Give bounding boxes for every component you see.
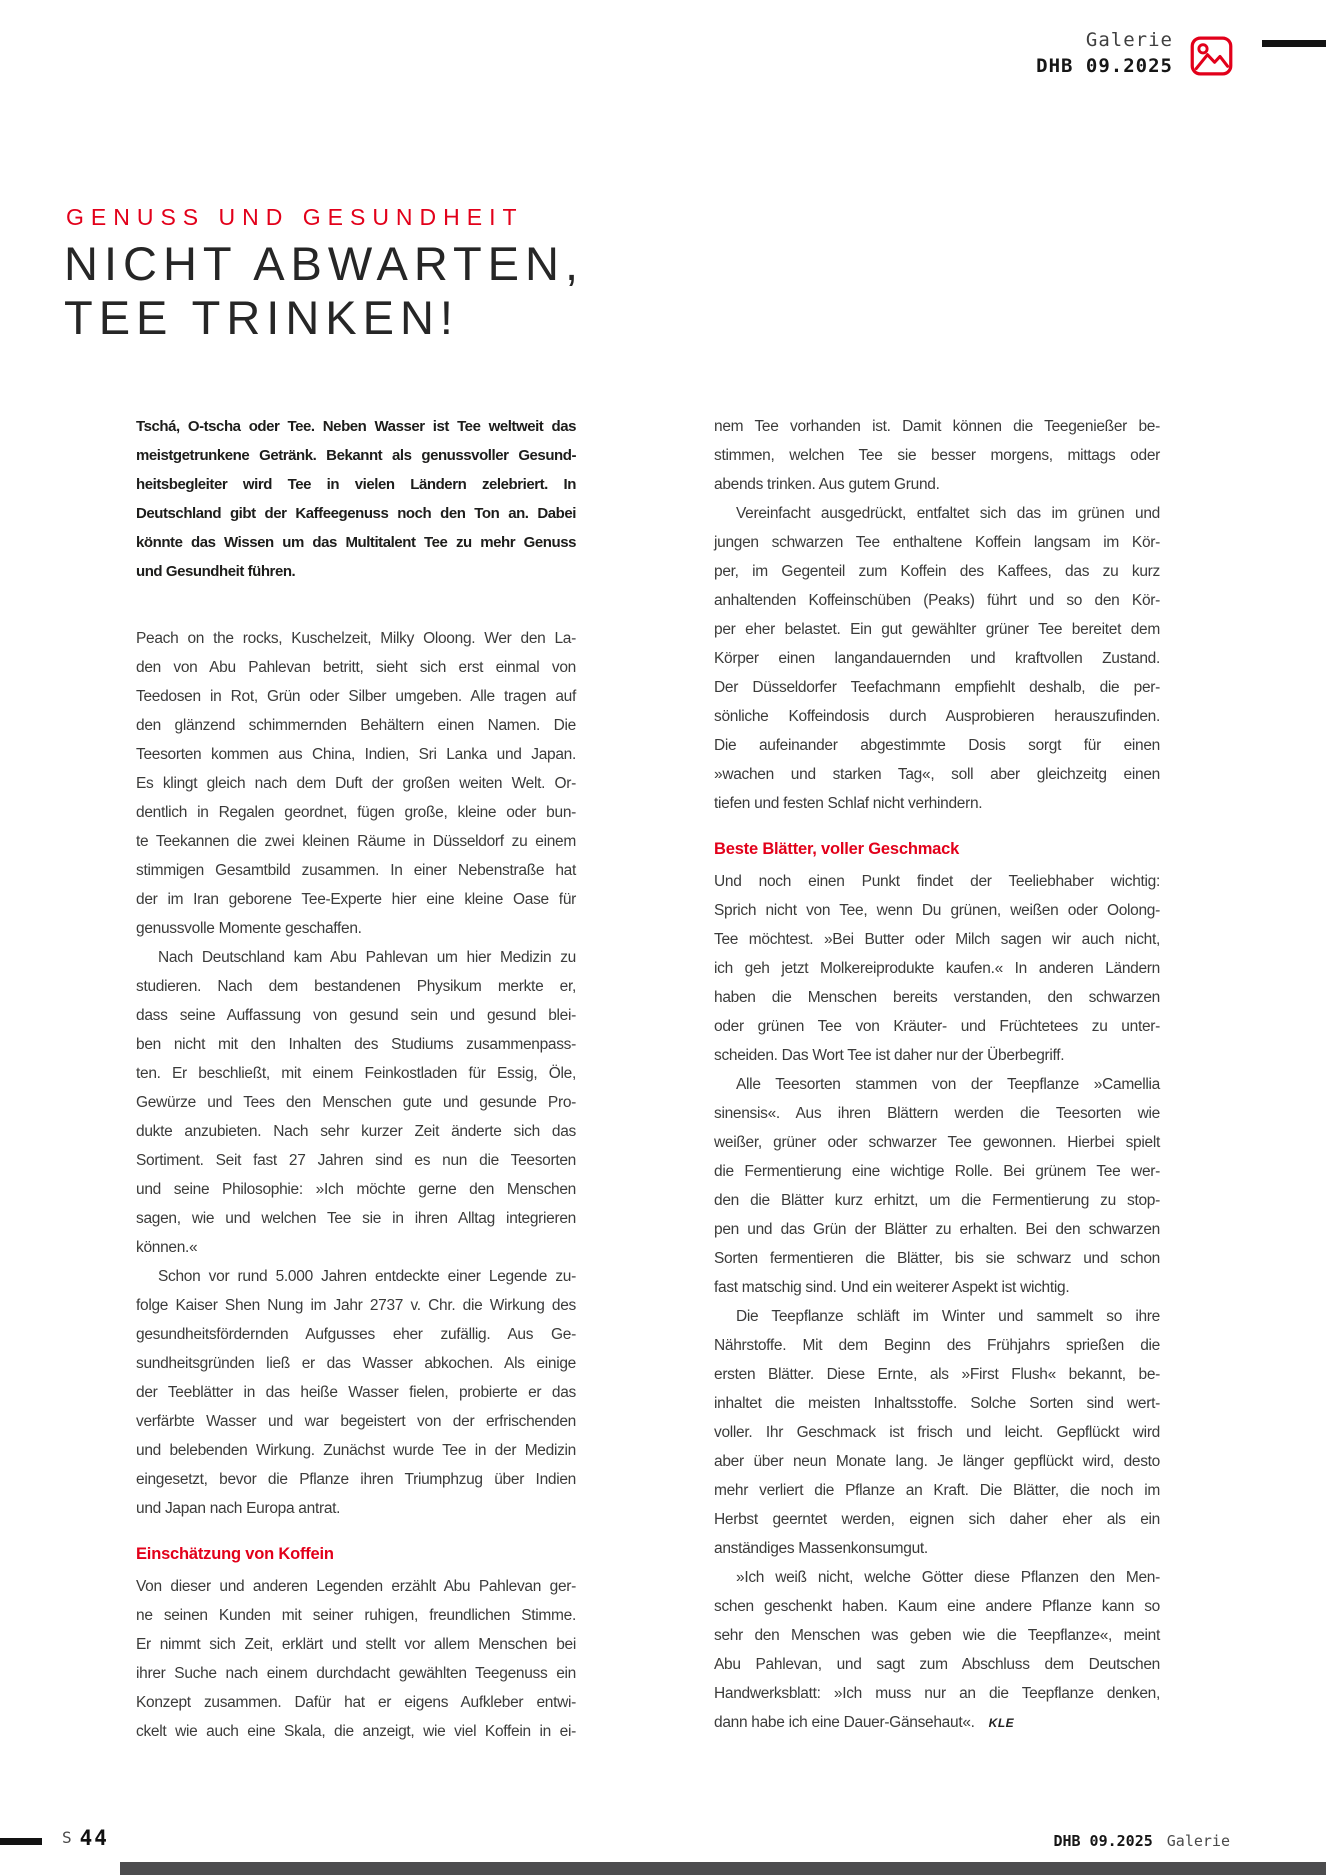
paragraph: Schon vor rund 5.000 Jahren entdeckte einer Legende zu- folge Kaiser Shen Nung im Jahr 2737 v. Chr. die Wirkung des gesundheitsfördernden Aufgusses eher zufällig. Aus Ge- sundheitsgründen ließ er das Wasser abkochen. Als einige der Teeblätter in das heiße Wasser fielen, probierte er das verfärbte Wasser und war begeistert von der erfrischenden und belebenden Wirkung. Zunächst wurde Tee in der Medizin eingesetzt, bevor die Pflanze ihren Triumphzug über Indien und Japan nach Europa antrat. (136, 1268, 576, 1517)
paragraph: nem Tee vorhanden ist. Damit können die Teegenießer be- stimmen, welchen Tee sie besser morgens, mittags oder abends trinken. Aus gutem Grund. (714, 418, 1160, 493)
column-right (714, 412, 1160, 1746)
closing-line (714, 1708, 1160, 1738)
intro-paragraph: Tschá, O-tscha oder Tee. Neben Wasser ist Tee weltweit das meistgetrunkene Getränk. Bekannt als genussvoller Gesund- heitsbegleiter wird Tee in vielen Ländern zelebriert. In Deutschland gibt der Kaffeegenuss noch den Ton an. Dabei könnte das Wissen um das Multitalent Tee zu mehr Genuss und Gesundheit führen. (136, 418, 576, 580)
footer-issue-label: DHB 09.2025 (1053, 1832, 1153, 1850)
image-icon (1190, 35, 1233, 77)
page-number-value: 44 (79, 1826, 109, 1850)
header-issue-label: DHB 09.2025 (1036, 55, 1173, 77)
closing-text: dann habe ich eine Dauer-Gänsehaut«. (714, 1714, 975, 1731)
kicker: GENUSS UND GESUNDHEIT (66, 204, 524, 230)
paragraph: Und noch einen Punkt findet der Teeliebhaber wichtig: Sprich nicht von Tee, wenn Du grünen, weißen oder Oolong- Tee möchtest. »Bei Butter oder Milch sagen wir auch nicht, ich geh jetzt Molkereiprodukte kaufen.« In anderen Ländern haben die Menschen bereits verstanden, den schwarzen oder grünen Tee von Kräuter- und Früchtetees zu unter- scheiden. Das Wort Tee ist daher nur der Überbegriff. (714, 873, 1160, 1064)
paragraph: Von dieser und anderen Legenden erzählt Abu Pahlevan ger- ne seinen Kunden mit seiner ruhigen, freundlichen Stimme. Er nimmt sich Zeit, erklärt und stellt vor allem Menschen bei ihrer Suche nach einem durchdacht gewählten Teegenuss ein Konzept zusammen. Dafür hat er eigens Aufkleber entwi- ckelt wie auch eine Skala, die anzeigt, wie viel Koffein in ei- (136, 1578, 576, 1740)
article-body (136, 412, 1160, 1746)
page-number (62, 1826, 109, 1850)
page-number-prefix: S (62, 1828, 72, 1847)
paragraph: Nach Deutschland kam Abu Pahlevan um hier Medizin zu studieren. Nach dem bestandenen Physikum merkte er, dass seine Auffassung von gesund sein und gesund blei- ben nicht mit den Inhalten des Studiums zusammenpass- ten. Er beschließt, mit einem Feinkostladen für Essig, Öle, Gewürze und Tees den Menschen gute und gesunde Pro- dukte anzubieten. Nach sehr kurzer Zeit änderte sich das Sortiment. Seit fast 27 Jahren sind es nun die Teesorten und seine Philosophie: »Ich möchte gerne den Menschen sagen, wie und welchen Tee sie in ihren Alltag integrieren können.« (136, 949, 576, 1256)
paragraph: Alle Teesorten stammen von der Teepflanze »Camellia sinensis«. Aus ihren Blättern werden die Teesorten wie weißer, grüner oder schwarzer Tee gewonnen. Hierbei spielt die Fermentierung eine wichtige Rolle. Bei grünem Tee wer- den die Blätter kurz erhitzt, um die Fermentierung zu stop- pen und das Grün der Blätter zu erhalten. Bei den schwarzen Sorten fermentieren die Blätter, bis sie schwarz und schon fast matschig sind. Und ein weiterer Aspekt ist wichtig. (714, 1076, 1160, 1296)
bottom-edge-bar (120, 1862, 1326, 1875)
column-left (136, 412, 576, 1746)
page-title: NICHT ABWARTEN, TEE TRINKEN! (64, 237, 585, 344)
subheading-blaetter: Beste Blätter, voller Geschmack (714, 840, 960, 858)
header-section-label: Galerie (1085, 29, 1173, 51)
footer-section-label: Galerie (1166, 1832, 1230, 1850)
footer-rule-bar (0, 1838, 42, 1845)
paragraph: Vereinfacht ausgedrückt, entfaltet sich das im grünen und jungen schwarzen Tee enthaltene Koffein langsam im Kör- per, im Gegenteil zum Koffein des Kaffees, das zu kurz anhaltenden Koffeinschüben (Peaks) führt und so den Kör- per eher belastet. Ein gut gewählter grüner Tee bereitet dem Körper einen langandauernden und kraftvollen Zustand. Der Düsseldorfer Teefachmann empfiehlt deshalb, die per- sönliche Koffeindosis durch Ausprobieren herauszufinden. Die aufeinander abgestimmte Dosis sorgt für einen »wachen und starken Tag«, soll aber gleichzeitg einen tiefen und festen Schlaf nicht verhindern. (714, 505, 1160, 812)
subheading-koffein: Einschätzung von Koffein (136, 1545, 334, 1563)
header-rule-bar (1262, 40, 1326, 47)
paragraph: »Ich weiß nicht, welche Götter diese Pflanzen den Men- schen geschenkt haben. Kaum eine andere Pflanze kann so sehr den Menschen was geben wie die Teepflanze«, meint Abu Pahlevan, und sagt zum Abschluss dem Deutschen Handwerksblatt: »Ich muss nur an die Teepflanze denken, (714, 1569, 1160, 1702)
paragraph: Peach on the rocks, Kuschelzeit, Milky Oloong. Wer den La- den von Abu Pahlevan betritt, sieht sich erst einmal von Teedosen in Rot, Grün oder Silber umgeben. Alle tragen auf den glänzend schimmernden Behältern einen Namen. Die Teesorten kommen aus China, Indien, Sri Lanka und Japan. Es klingt gleich nach dem Duft der großen weiten Welt. Or- dentlich in Regalen geordnet, fügen große, kleine oder bun- te Teekannen die zwei kleinen Räume in Düsseldorf zu einem stimmigen Gesamtbild zusammen. In einer Nebenstraße hat der im Iran geborene Tee-Experte hier eine kleine Oase für genussvolle Momente geschaffen. (136, 630, 576, 937)
footer-issue-section (1053, 1832, 1230, 1851)
author-initials: KLE (988, 1716, 1015, 1730)
paragraph: Die Teepflanze schläft im Winter und sammelt so ihre Nährstoffe. Mit dem Beginn des Frühjahrs sprießen die ersten Blätter. Diese Ernte, als »First Flush« bekannt, be- inhaltet die meisten Inhaltsstoffe. Solche Sorten sind wert- voller. Ihr Geschmack ist frisch und leicht. Gepflückt wird aber über neun Monate lang. Je länger gepflückt wird, desto mehr verliert die Pflanze an Kraft. Die Blätter, die noch im Herbst geerntet werden, eignen sich daher eher als ein anständiges Massenkonsumgut. (714, 1308, 1160, 1557)
